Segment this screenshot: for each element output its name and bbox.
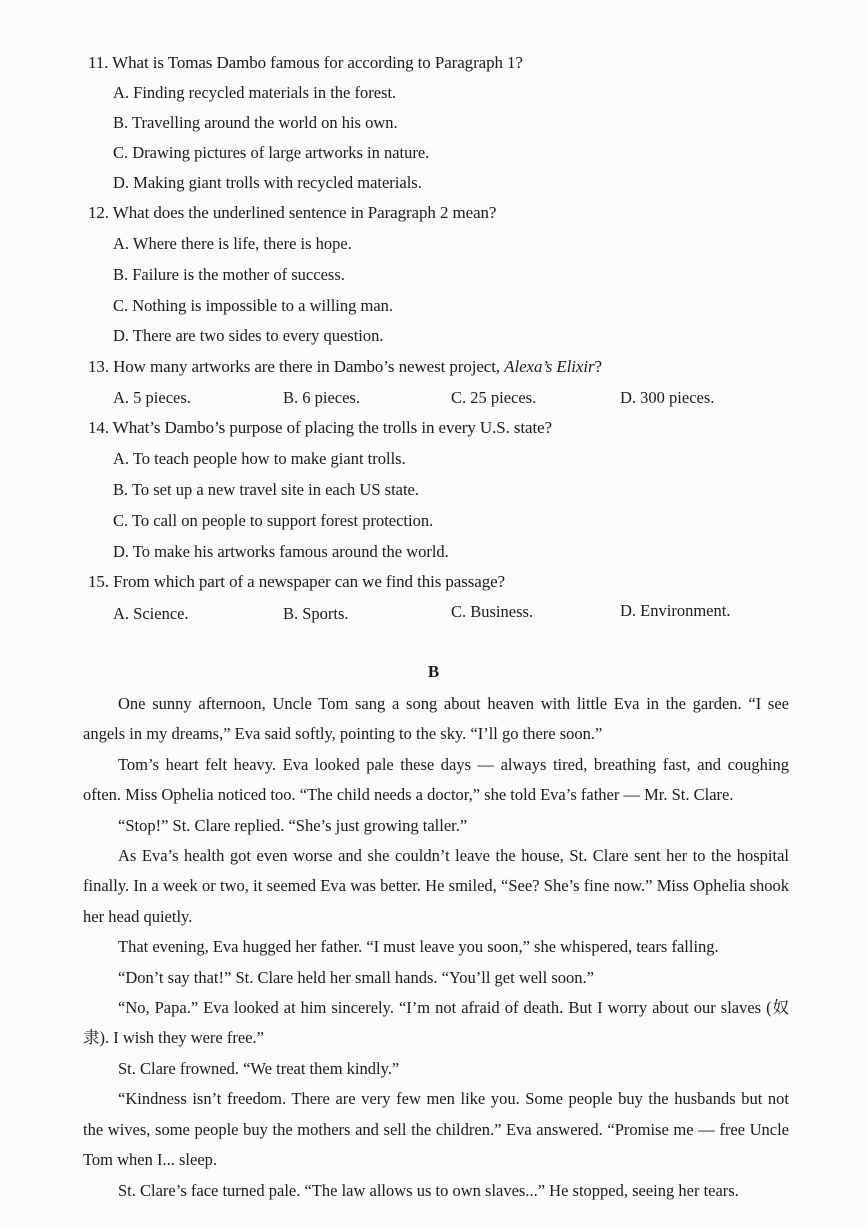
paragraph: “Don’t say that!” St. Clare held her small hands. “You’ll get well soon.” [118,967,594,987]
question-number: 13. [88,357,109,376]
question-mark: ? [594,357,602,376]
question-number: 15. [88,572,109,591]
question-number: 11. [88,53,109,72]
paragraph: Tom’s heart felt heavy. Eva looked pale these days — always tired, breathing fast, and coughing often. Miss Ophelia noticed too. “The child needs a doctor,” she told Eva’s father — Mr. St. Clare. [83,754,789,805]
option-11a: A. Finding recycled materials in the forest. [113,83,397,102]
option-12a: A. Where there is life, there is hope. [113,234,352,253]
option-12b: B. Failure is the mother of success. [113,265,345,284]
option-15a: A. Science. [113,604,189,623]
option-13c: C. 25 pieces. [451,388,537,407]
option-13d: D. 300 pieces. [620,388,715,407]
paragraph: St. Clare’s face turned pale. “The law allows us to own slaves...” He stopped, seeing her tears. [118,1180,739,1200]
option-15d: D. Environment. [620,601,731,620]
project-title: Alexa’s Elixir [504,357,595,376]
option-11b: B. Travelling around the world on his own. [113,113,398,132]
question-14 [88,418,552,438]
option-14b: B. To set up a new travel site in each US state. [113,480,420,499]
option-11c: C. Drawing pictures of large artworks in nature. [113,143,430,162]
question-prompt: What does the underlined sentence in Paragraph 2 mean? [112,203,497,222]
option-13a: A. 5 pieces. [113,388,191,407]
question-prompt: From which part of a newspaper can we find this passage? [113,572,505,591]
paragraph: As Eva’s health got even worse and she couldn’t leave the house, St. Clare sent her to the hospital finally. In a week or two, it seemed Eva was better. He smiled, “See? She’s fine now.” Miss Ophelia shook her head quietly. [83,846,789,926]
question-number: 12. [88,203,109,222]
option-14a: A. To teach people how to make giant trolls. [113,449,406,468]
option-15b: B. Sports. [283,604,349,623]
paragraph: “Kindness isn’t freedom. There are very few men like you. Some people buy the husbands but not the wives, some people buy the mothers and sell the children.” Eva answered. “Promise me — free Uncle Tom when I... sleep. [83,1089,789,1170]
paragraph: One sunny afternoon, Uncle Tom sang a song about heaven with little Eva in the garden. “I see angels in my dreams,” Eva said softly, pointing to the sky. “I’ll go there soon.” [83,694,789,744]
question-number: 14. [88,418,109,437]
paragraph: “Stop!” St. Clare replied. “She’s just growing taller.” [118,815,468,835]
question-prompt: What’s Dambo’s purpose of placing the trolls in every U.S. state? [112,418,552,437]
option-11d: D. Making giant trolls with recycled materials. [113,173,422,192]
section-heading: B [427,662,440,681]
question-prompt: What is Tomas Dambo famous for according to Paragraph 1? [112,53,523,72]
question-11 [88,53,523,73]
option-13b: B. 6 pieces. [283,388,360,407]
option-12c: C. Nothing is impossible to a willing man. [113,296,394,315]
question-15 [88,572,505,592]
paragraph: That evening, Eva hugged her father. “I must leave you soon,” she whispered, tears falling. [118,937,719,957]
reading-passage [83,689,789,1206]
option-12d: D. There are two sides to every question. [113,326,384,345]
paragraph: St. Clare frowned. “We treat them kindly.” [118,1058,400,1078]
question-13 [88,357,602,377]
question-12 [88,203,496,223]
option-15c: C. Business. [451,602,534,621]
option-14d: D. To make his artworks famous around the world. [113,542,449,561]
question-prompt: How many artworks are there in Dambo’s newest project, [113,357,505,376]
option-14c: C. To call on people to support forest protection. [113,511,434,530]
paragraph: “No, Papa.” Eva looked at him sincerely. “I’m not afraid of death. But I worry about our slaves (奴隶). I wish they were free.” [83,998,789,1048]
